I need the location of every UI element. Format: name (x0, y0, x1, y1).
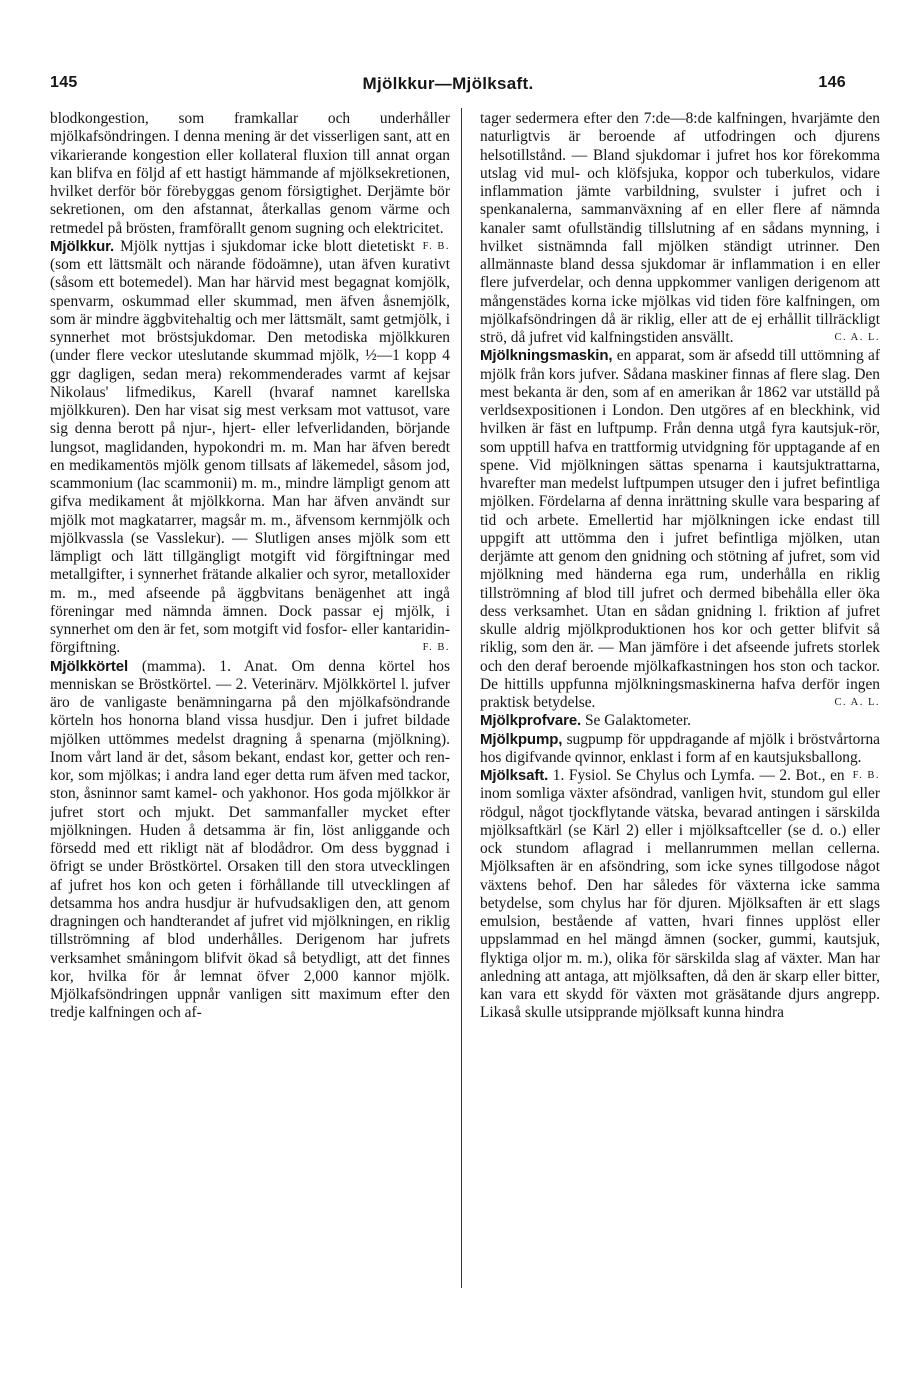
entry-headword: Mjölkpump, (480, 730, 563, 748)
author-signature: C. A. L. (834, 332, 880, 343)
entry-text: Se Galaktometer. (584, 712, 691, 730)
entry-text: blodkongestion, som framkallar och underhåller mjölkafsöndringen. I denna mening är det visserligen sant, att en vikarierande kongestion eller kollateral fluxion till annat organ kan blifva en följd af ett hastigt hämmande af mjölksekretionen, hvilket derför bör förebyggas genom försigtighet. Derjämte bör sekretionen, om den afstannat, återkallas genom värme och retmedel på brösten, framförallt genom sugning och elektricitet. (50, 110, 450, 237)
page-number-left: 145 (50, 74, 78, 91)
entry-mjolkningsmaskin (480, 347, 880, 712)
entry-text: Mjölk nyttjas i sjukdomar icke blott dietetiskt (som ett lättsmält och närande födoämne), utan äfven kurativt (såsom ett botemedel). Man har härvid mest begagnat komjölk, spenvarm, oskummad eller skummad, men äfven åsnemjölk, som är mindre äggbvitehaltig och mer lättsmält, samt getmjölk, i synnerhet mot bröstsjukdomar. Den metodiska mjölkkuren (under flere veckor uteslutande skummad mjölk, ½—1 kopp 4 ggr dagligen, sedan mera) rekommenderades varmt af kejsar Nikolaus' lifmedikus, Karell (hvaraf namnet karellska mjölkkuren). Den har visat sig mest verksam mot vattusot, vare sig denna berott på njur-, hjert- eller lefverlidanden, börjande lungsot, maglidanden, hypokondri m. m. Man har äfven beredt en medikamentös mjölk genom tillsats af läkemedel, såsom jod, scammonium (lac scammonii) m. m., mindre lämpligt genom att gifva medikament åt mjölkkorna. Man har äfven användt sur mjölk mot magkatarrer, magsår m. m., äfvensom kernmjölk och mjölkvassla (se Vasslekur). — Slutligen anses mjölk som ett lämpligt och lätt tillgängligt motgift vid förgiftningar med metallgifter, i synnerhet frätande alkalier och syror, metalloxider m. m., med afseende på äggbvitans benägenhet att ingå föreningar med nämnda ämnen. Dock passar ej mjölk, i synnerhet om den är fet, som motgift vid fosfor- eller kantaridin-förgiftning. (50, 237, 450, 657)
entry-headword: Mjölkkörtel (50, 657, 129, 675)
running-title: Mjölkkur—Mjölksaft. (362, 74, 534, 93)
entry-headword: Mjölksaft. (480, 767, 549, 784)
entry-text: tager sedermera efter den 7:de—8:de kalfningen, hvarjämte den naturligtvis är beroende af utfodringen och djurens helsotillstånd. — Bland sjukdomar i jufret hos kor förekomma utslag vid mul- och klöfsjuka, koppor och tuberkulos, vidare inflammation jämte varbildning, svulster i jufret och i spenkanalerna, sammanväxning af en eller flere af nämnda kanaler samt ofullständig tillslutning af en sådans mynning, i hvilket sistnämnda fall mjölken ständigt utrinner. Den allmännaste bland dessa sjukdomar är inflammation i en eller flere jufverdelar, och denna uppkommer vanligen derigenom att mångenstädes korna icke mjölkas vid tiden före kalfningen, om mjölkafsöndringen då är riklig, eller att de ej erhållit tillräckligt strö, då jufret vid kalfningstiden ansvällt. (480, 110, 880, 346)
author-signature: F. B. (422, 240, 450, 252)
entry-headword: Mjölkningsmaskin, (480, 347, 613, 365)
entry-text: en apparat, som är afsedd till uttömning af mjölk från kors jufver. Sådana maskiner finnas af flere slag. Den mest bekanta är den, som af en amerikan år 1862 var utställd på verldsexpositionen i London. Den utgöres af en bleckhink, vid hvilken är fäst en luftpump. Från denna utgå fyra kautsjuk-rör, som upptill hafva en trattformig utvidgning för upptagande af en spene. Vid mjölkningen sättas spenarna i kautsjuktrattarna, hvarefter man medelst luftpumpen utsuger den i jufret befintliga mjölken. Fördelarna af denna inrättning skulle vara besparing af tid och arbete. Emellertid har mjölkningen icke endast till uppgift att uttömma den i jufret befintliga mjölken, utan derjämte att genom den gnidning och stötning af jufret, som vid mjölkning med händerna ega rum, underhålla en riklig tillströmning af blod till jufret och dermed bibehålla eller öka dess verksamhet. Utan en sådan gnidning l. friktion af jufret skulle aldrig mjölkproduktionen hos kor och getter blifvit så riklig, som den är. — Man jämföre i det afseende jufrets storlek och den deraf beroende mjölkafkastningen hos ston och tackor. De hittills uppfunna mjölkningsmaskinerna hafva derför ingen praktisk betydelse. (480, 347, 880, 711)
author-signature: F. B. (422, 642, 450, 654)
author-signature: C. A. L. (834, 697, 880, 708)
left-column (50, 110, 450, 1310)
entry-mjolkkur (50, 238, 450, 658)
entry-text: 1. Fysiol. Se Chylus och Lymfa. — 2. Bot., en inom somliga växter afsöndrad, vanligen hvit, stundom gul eller rödgul, något tjockflytande vätska, bevarad antingen i särskilda mjölksaftkärl (se Kärl 2) eller i mjölksaftceller (se d. o.) eller ock stundom aflagrad i mellanrummen mellan cellerna. Mjölksaften är en afsöndring, som icke synes tillgodose något växtens behof. Den har således för växterna icke samma betydelse, som chylus har för djuren. Mjölksaften är ett slags emulsion, bestående af vatten, hvari finnes upplöst eller uppslammad en hel mängd ämnen (socker, gummi, kautsjuk, flyktiga oljor m. m.), olika för särskilda slag af växter. Man har anledning att antaga, att mjölksaften, då den är skarp eller bitter, kan vara ett skydd för växten mot gräsätande djurs angrepp. Likaså skulle utsipprande mjölksaft kunna hindra (480, 767, 880, 1022)
column-divider (461, 108, 462, 1288)
entry-mjolkkortel (50, 658, 450, 1023)
entry-mjolksaft (480, 767, 880, 1023)
entry-text: sugpump för uppdragande af mjölk i bröstvårtorna hos digifvande qvinnor, enklast i form af en kautsjuksballong. (480, 730, 880, 766)
entry-continuation (480, 110, 880, 347)
page-number-right: 146 (818, 74, 846, 91)
author-signature: F. B. (852, 770, 880, 781)
entry-headword: Mjölkprofvare. (480, 712, 582, 730)
entry-text: (mamma). 1. Anat. Om denna körtel hos menniskan se Bröstkörtel. — 2. Veterinärv. Mjölkkörtel l. jufver äro de vanligaste benämningarna på den mjölkafsöndrande körteln hos honorna bland vissa husdjur. Den i jufret bildade mjölken uttömmes medelst dragning å spenarna (mjölkning). Inom vårt land är det, såsom bekant, endast kor, getter och ren-kor, som mjölkas; i andra land eger detta rum äfven med tackor, ston, åsninnor samt kamel- och yakhonor. Hos goda mjölkkor är jufret stort och mjukt. Det sammanfaller mycket efter mjölkningen. Huden å detsamma är fin, löst anliggande och försedd med ett rikligt nät af blodådror. Om dess byggnad i öfrigt se under Bröstkörtel. Orsaken till den stora utvecklingen af jufret hos kon och geten i förhållande till utvecklingen af detsamma hos andra husdjur är hufvudsakligen den, att genom dragningen och handterandet af jufret vid mjölkningen, en riklig tillströmning af blod underhålles. Derigenom har jufrets verksamhet småningom blifvit ökad så betydligt, att det finnes kor, hvilka för år lemnat öfver 2,000 kannor mjölk. Mjölkafsöndringen uppnår vanligen sitt maximum efter den tredje kalfningen och af- (50, 657, 450, 1022)
page-header (50, 74, 846, 100)
entry-headword: Mjölkkur. (50, 237, 115, 255)
right-column (480, 110, 880, 1310)
entry-mjolkprofvare (480, 712, 880, 730)
